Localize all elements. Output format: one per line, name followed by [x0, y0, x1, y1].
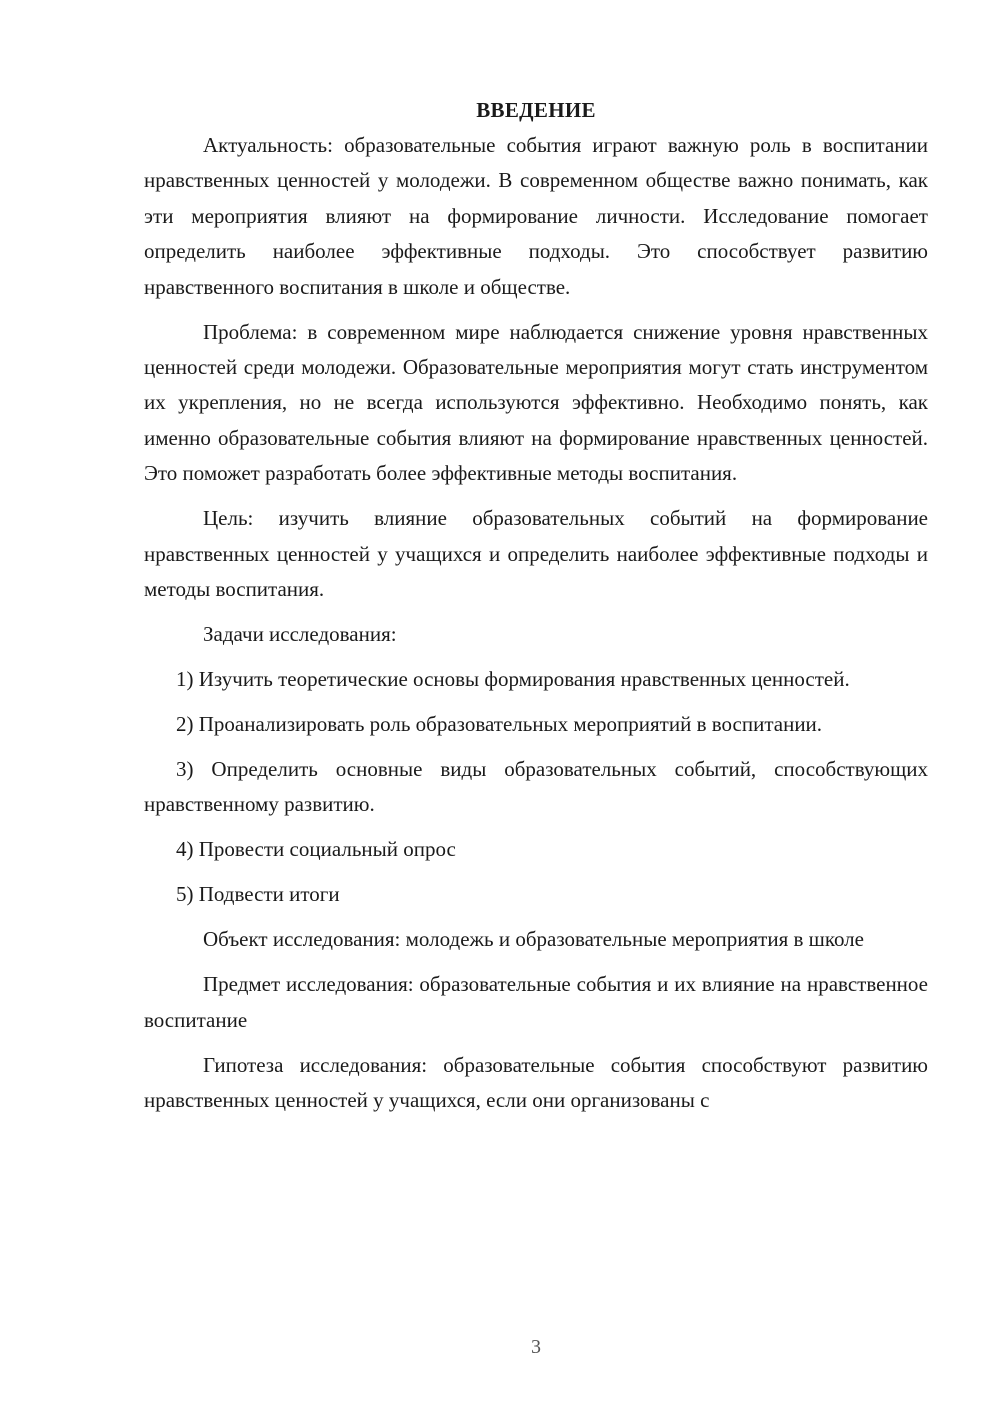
- object-paragraph: Объект исследования: молодежь и образовательные мероприятия в школе: [203, 927, 864, 952]
- tasks-list: [144, 662, 928, 913]
- relevance-paragraph: Актуальность: образовательные события играют важную роль в воспитании нравственных ценностей у молодежи. В современном обществе важно понимать, как эти мероприятия влияют на формирование личности. Исследование помогает определить наиболее эффективные подходы. Это способствует развитию нравственного воспитания в школе и обществе.: [144, 133, 928, 299]
- task-item-4: 4) Провести социальный опрос: [176, 837, 456, 862]
- page-number: 3: [531, 1336, 541, 1358]
- hypothesis-paragraph: Гипотеза исследования: образовательные события способствуют развитию нравственных ценностей у учащихся, если они организованы с: [144, 1052, 928, 1113]
- task-item-5: 5) Подвести итоги: [176, 882, 340, 907]
- subject-paragraph: Предмет исследования: образовательные события и их влияние на нравственное воспитание: [144, 972, 928, 1032]
- task-item-1: 1) Изучить теоретические основы формирования нравственных ценностей.: [176, 667, 850, 692]
- task-item-3: 3) Определить основные виды образовательных событий, способствующих нравственному развитию.: [144, 757, 928, 817]
- tasks-heading: Задачи исследования:: [203, 622, 397, 647]
- problem-paragraph: Проблема: в современном мире наблюдается снижение уровня нравственных ценностей среди молодежи. Образовательные мероприятия могут стать инструментом их укрепления, но не всегда используются эффективно. Необходимо понять, как именно образовательные события влияют на формирование нравственных ценностей. Это поможет разработать более эффективные методы воспитания.: [144, 319, 928, 486]
- page-title: ВВЕДЕНИЕ: [476, 98, 596, 122]
- goal-paragraph: Цель: изучить влияние образовательных событий на формирование нравственных ценностей у учащихся и определить наиболее эффективные подходы и методы воспитания.: [144, 506, 928, 602]
- task-item-2: 2) Проанализировать роль образовательных мероприятий в воспитании.: [176, 712, 823, 737]
- document-page: [144, 94, 928, 1128]
